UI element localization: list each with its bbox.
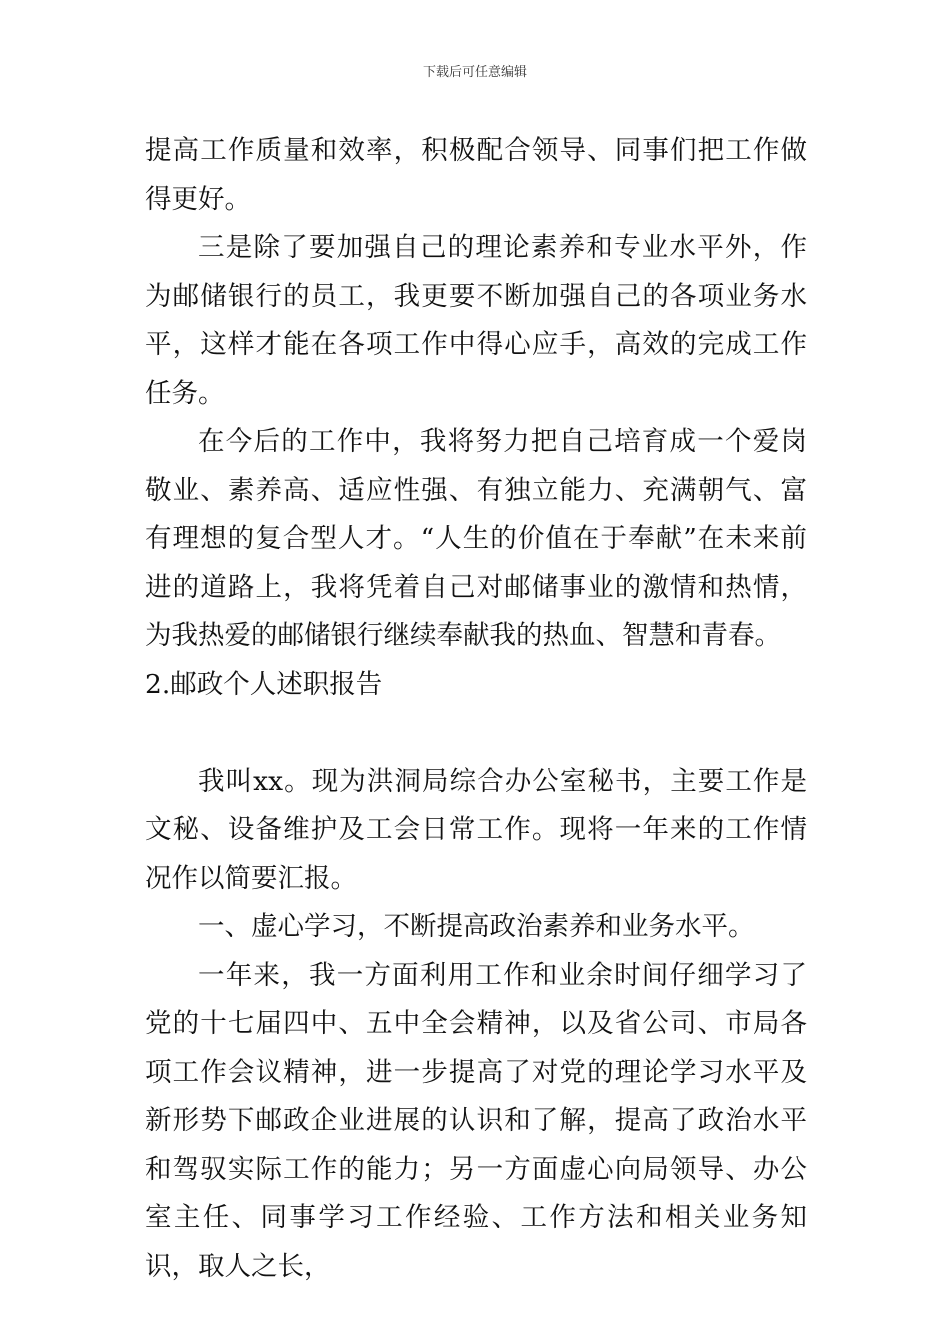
section-title: 2.邮政个人述职报告 — [145, 668, 383, 700]
paragraph-subheading-one: 一、虚心学习，不断提高政治素养和业务水平。 — [198, 911, 755, 942]
paragraph-future-work: 在今后的工作中，我将努力把自己培育成一个爱岗敬业、素养高、适应性强、有独立能力、充满朝气、富有理想的复合型人才。“人生的价值在于奉献”在未来前进的道路上，我将凭着自己对邮储事业的激情和热情，为我热爱的邮储银行继续奉献我的热血、智慧和青春。 — [145, 426, 807, 651]
document-body — [145, 127, 807, 1291]
blank-line — [145, 709, 807, 758]
paragraph-continuation: 提高工作质量和效率，积极配合领导、同事们把工作做得更好。 — [145, 135, 807, 215]
paragraph-study-details: 一年来，我一方面利用工作和业余时间仔细学习了党的十七届四中、五中全会精神，以及省公司、市局各项工作会议精神，进一步提高了对党的理论学习水平及新形势下邮政企业进展的认识和了解，提高了政治水平和驾驭实际工作的能力；另一方面虚心向局领导、办公室主任、同事学习工作经验、工作方法和相关业务知识，取人之长， — [145, 959, 807, 1282]
page-header: 下载后可任意编辑 — [422, 65, 527, 80]
paragraph-introduction: 我叫xx。现为洪洞局综合办公室秘书，主要工作是文秘、设备维护及工会日常工作。现将一年来的工作情况作以简要汇报。 — [145, 765, 807, 894]
paragraph-point-three: 三是除了要加强自己的理论素养和专业水平外，作为邮储银行的员工，我更要不断加强自己的各项业务水平，这样才能在各项工作中得心应手，高效的完成工作任务。 — [145, 232, 807, 409]
